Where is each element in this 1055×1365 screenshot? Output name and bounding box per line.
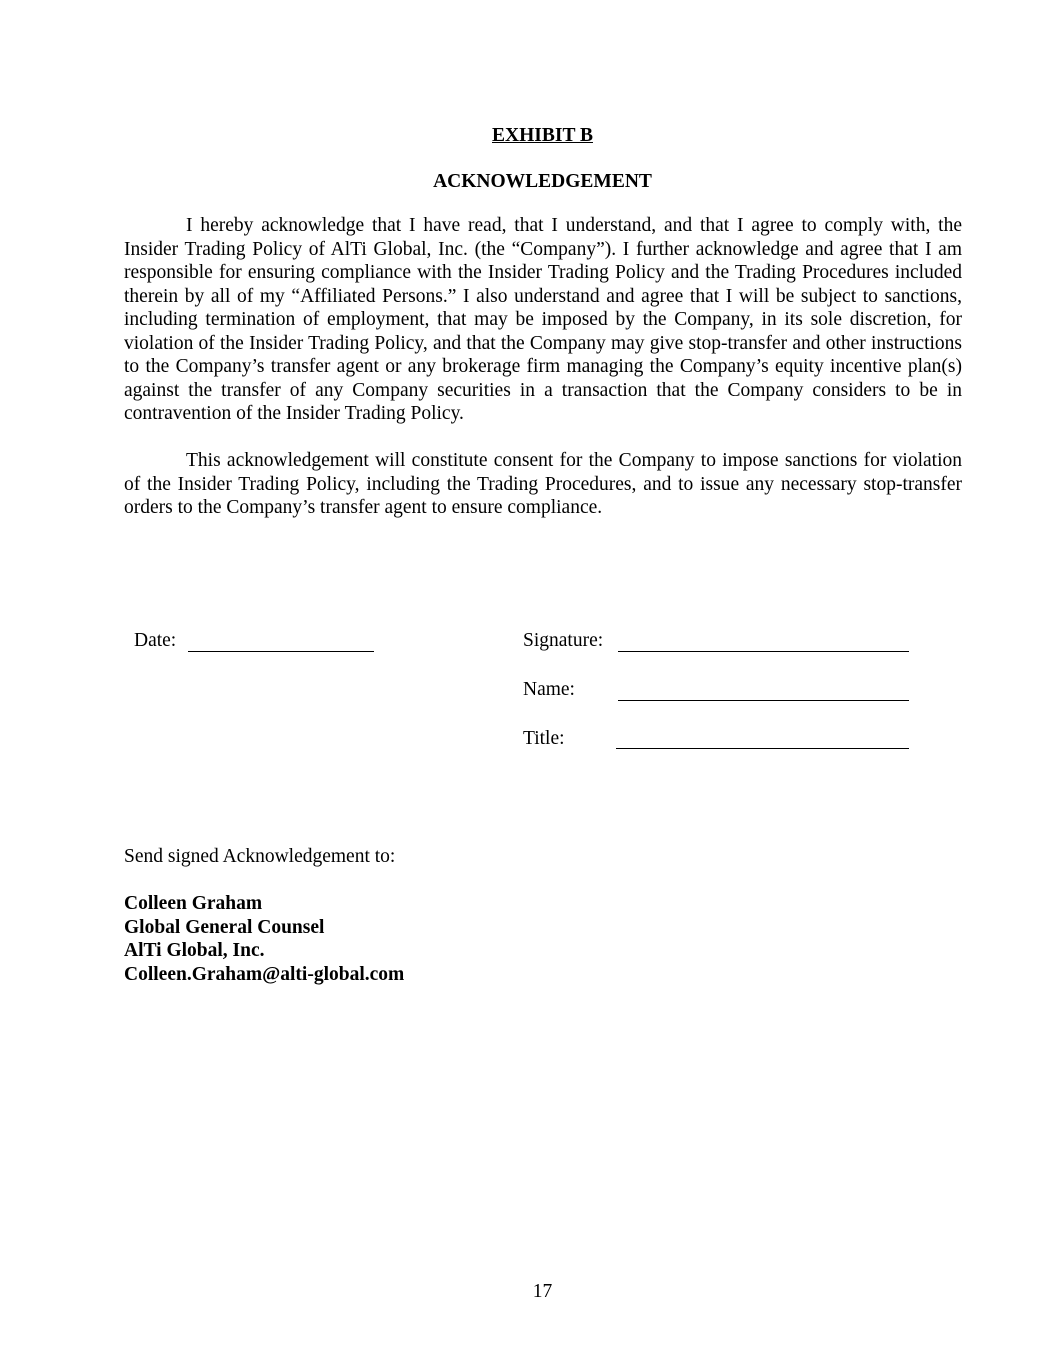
- document-heading: ACKNOWLEDGEMENT: [433, 171, 652, 192]
- date-field-line[interactable]: [188, 651, 374, 652]
- signature-label: Signature:: [523, 630, 604, 651]
- title-label: Title:: [523, 728, 565, 749]
- contact-company: AlTi Global, Inc.: [124, 940, 265, 961]
- name-field-line[interactable]: [618, 700, 909, 701]
- name-label: Name:: [523, 679, 575, 700]
- acknowledgement-paragraph-1: I hereby acknowledge that I have read, that I understand, and that I agree to comply with, the Insider Trading Policy of AlTi Global, Inc. (the “Company”). I further acknowledge and agree that I am responsible for ensuring compliance with the Insider Trading Policy and the Trading Procedures included therein by all of my “Affiliated Persons.” I also understand and agree that I will be subject to sanctions, including termination of employment, that may be imposed by the Company, in its sole discretion, for violation of the Insider Trading Policy, and that the Company may give stop-transfer and other instructions to the Company’s transfer agent or any brokerage firm managing the Company’s equity incentive plan(s) against the transfer of any Company securities in a transaction that the Company considers to be in contravention of the Insider Trading Policy.: [124, 215, 962, 424]
- contact-block: [124, 892, 404, 986]
- contact-email: Colleen.Graham@alti-global.com: [124, 963, 405, 985]
- contact-title: Global General Counsel: [124, 916, 325, 938]
- page-number: 17: [532, 1281, 553, 1302]
- date-label: Date:: [134, 630, 177, 651]
- exhibit-title: EXHIBIT B: [492, 125, 593, 146]
- title-field-line[interactable]: [616, 748, 909, 749]
- contact-name: Colleen Graham: [124, 893, 263, 914]
- send-instructions: Send signed Acknowledgement to:: [124, 846, 396, 867]
- acknowledgement-paragraph-2: This acknowledgement will constitute consent for the Company to impose sanctions for violation of the Insider Trading Policy, including the Trading Procedures, and to issue any necessary stop-transfer orders to the Company’s transfer agent to ensure compliance.: [124, 450, 962, 518]
- signature-field-line[interactable]: [618, 651, 909, 652]
